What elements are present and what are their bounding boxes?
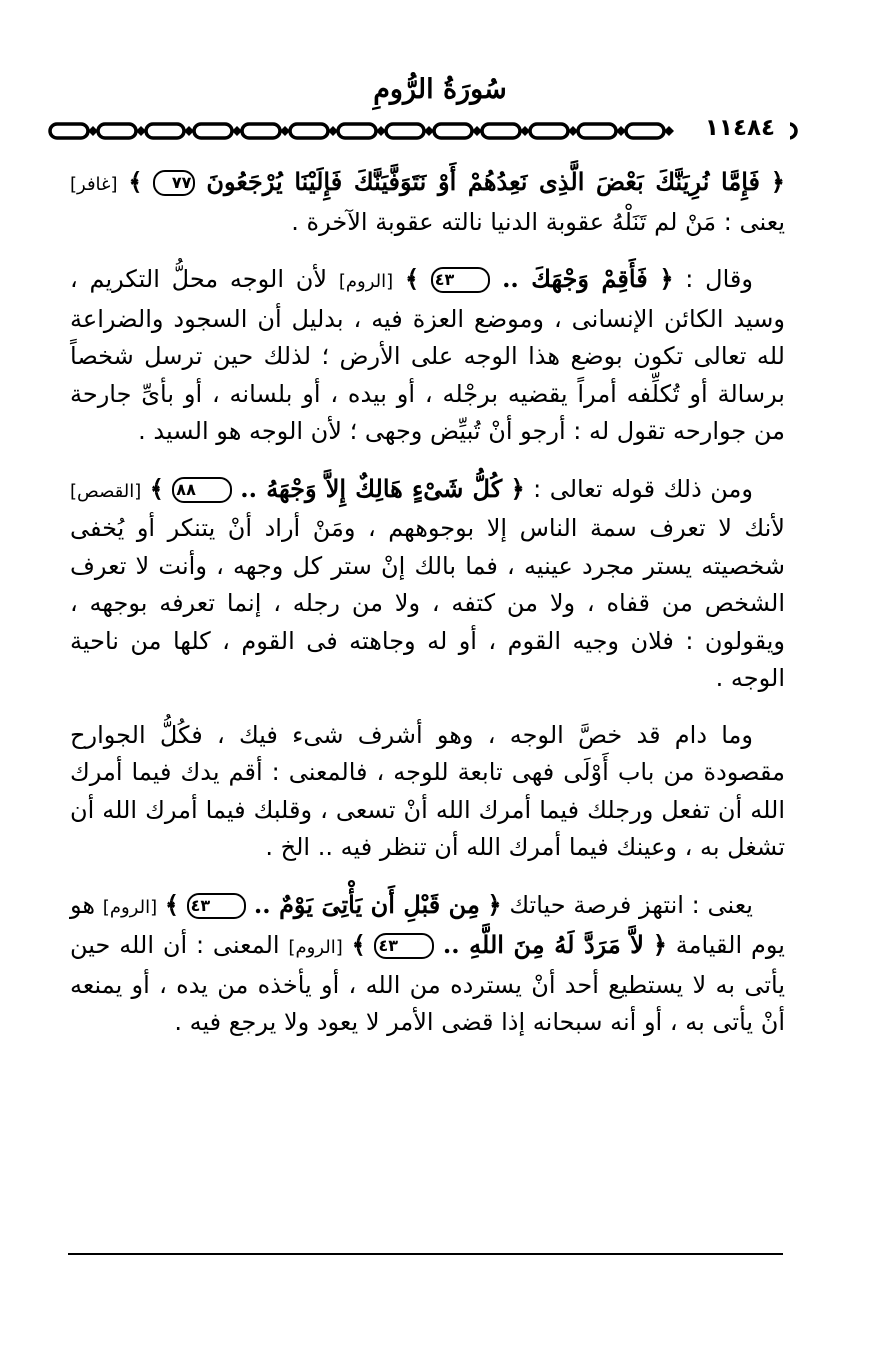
main-text <box>70 163 785 1061</box>
chain-link <box>626 124 664 138</box>
quran-verse: فَإِمَّا نُرِيَنَّكَ بَعْضَ الَّذِى نَعِدُهُمْ أَوْ نَتَوَفَّيَنَّكَ فَإِلَيْنَا يُرْجَعُونَ <box>206 167 760 196</box>
paragraph-text: لأن الوجه محلُّ التكريم ، وسيد الكائن الإنسانى ، وموضع العزة فيه ، بدليل أن السجود والضراعة لله تعالى تكون بوضع هذا الوجه على الأرض ؛ لذلك حين ترسل شخصاً برسالة أو تُكلِّفه أمراً يقضيه برجْله ، أو بيده ، أو بلسانه ، أو بأىِّ جارحة من جوارحه تقول له : أرجو أنْ تُبيِّض وجهى ؛ لأن الوجه هو السيد . <box>70 265 785 445</box>
header-ornament-border <box>48 118 800 144</box>
chain-link <box>194 124 232 138</box>
ayah-number: ٤٣ <box>431 267 491 293</box>
paragraph-1 <box>70 163 785 241</box>
close-bracket: ﴾ <box>128 167 143 196</box>
surah-reference: [الروم] <box>102 896 158 918</box>
open-bracket: ﴿ <box>652 930 667 959</box>
close-bracket: ﴾ <box>351 930 366 959</box>
quran-verse: فَأَقِمْ وَجْهَكَ .. <box>502 264 648 293</box>
chain-link <box>146 124 184 138</box>
surah-reference: [القصص] <box>70 480 142 502</box>
paragraph-lead: يعنى : انتهز فرصة حياتك <box>509 890 753 919</box>
quran-verse: لاَّ مَرَدَّ لَهُ مِنَ اللَّهِ .. <box>442 930 644 959</box>
chain-link <box>482 124 520 138</box>
close-bracket: ﴾ <box>149 473 164 503</box>
chain-link <box>338 124 376 138</box>
footer-rule <box>68 1253 783 1255</box>
close-bracket: ﴾ <box>164 889 179 919</box>
chain-link <box>242 124 280 138</box>
page-number: ١١٤٨٤ <box>690 113 790 143</box>
open-bracket: ﴿ <box>510 473 525 503</box>
surah-reference: [غافر] <box>70 174 118 195</box>
paragraph-3 <box>70 470 785 698</box>
surah-reference: [الروم] <box>288 937 343 958</box>
chain-link <box>50 124 88 138</box>
ayah-number: ٤٣ <box>374 933 434 959</box>
chain-link <box>386 124 424 138</box>
quran-verse: كُلُّ شَىْءٍ هَالِكٌ إِلاَّ وَجْهَهُ .. <box>240 473 503 503</box>
ayah-number: ٤٣ <box>187 893 247 919</box>
chain-link <box>434 124 472 138</box>
quran-verse: مِن قَبْلِ أَن يَأْتِىَ يَوْمٌ .. <box>253 889 480 919</box>
chain-link <box>530 124 568 138</box>
paragraph-lead: ومن ذلك قوله تعالى : <box>533 474 753 503</box>
paragraph-5 <box>70 886 785 1042</box>
ayah-number: ٨٨ <box>172 477 232 503</box>
paragraph-2 <box>70 260 785 451</box>
open-bracket: ﴿ <box>659 264 674 293</box>
open-bracket: ﴿ <box>770 167 785 196</box>
paragraph-text: لأنك لا تعرف سمة الناس إلا بوجوههم ، ومَنْ أراد أنْ يتنكر أو يُخفى شخصيته يستر مجرد عينيه ، فما بالك إنْ ستر كل وجهه ، وأنت لا تعرف الشخص من قفاه ، ولا من كتفه ، ولا من رجله ، إنما تعرفه بوجهه ، ويقولون : فلان وجيه القوم ، أو له وجاهته فى القوم ، كلها من ناحية الوجه . <box>70 514 785 692</box>
paragraph-text: يعنى : مَنْ لم تَنَلْهُ عقوبة الدنيا نالته عقوبة الآخرة . <box>291 207 785 236</box>
close-bracket: ﴾ <box>404 264 419 293</box>
paragraph-text: المعنى : أن الله حين يأتى به لا يستطيع أحد أنْ يسترده من الله ، أو يأخذه من يده ، أو يمنعه أنْ يأتى به ، أو أنه سبحانه إذا قضى الأمر لا يعود ولا يرجع فيه . <box>70 931 785 1036</box>
open-bracket: ﴿ <box>487 889 502 919</box>
paragraph-4 <box>70 717 785 867</box>
ayah-number: ٧٧ <box>153 170 195 196</box>
surah-reference: [الروم] <box>338 271 394 292</box>
chain-link <box>98 124 136 138</box>
paragraph-lead: وقال : <box>685 265 753 293</box>
paragraph-text: وما دام قد خصَّ الوجه ، وهو أشرف شىء فيك ، فكُلُّ الجوارح مقصودة من باب أَوْلَى فهى تابعة للوجه ، فالمعنى : أقم يدك فيما أمرك الله أن تفعل ورجلك فيما أمرك الله أنْ تسعى ، وقلبك فيما أمرك الله أن تشغل به ، وعينك فيما أمرك الله أن تنظر فيه .. الخ . <box>70 720 785 861</box>
surah-title: سُورَةُ الرُّومِ <box>373 74 507 105</box>
paragraph-mid: هو يوم القيامة <box>70 890 785 959</box>
chain-link <box>578 124 616 138</box>
chain-link <box>290 124 328 138</box>
diamond-ornament <box>664 126 674 136</box>
